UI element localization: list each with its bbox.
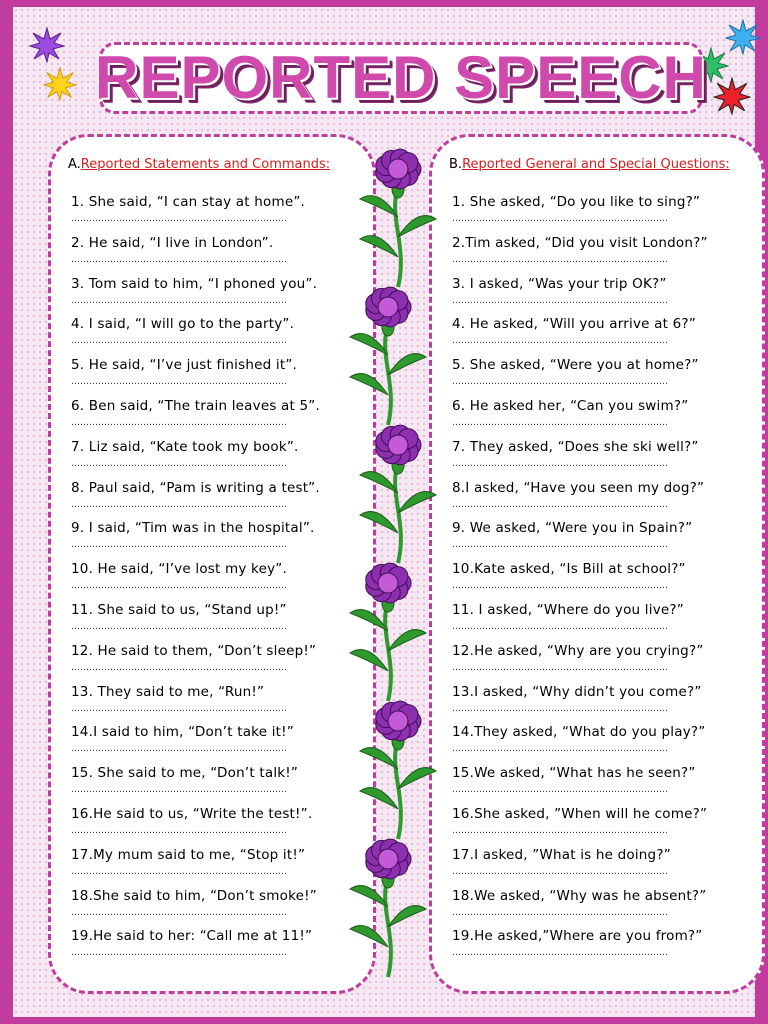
sentence-text: 4. I said, “I will go to the party”. xyxy=(71,316,295,333)
list-item xyxy=(71,805,365,846)
answer-line[interactable]: ……………………………………………………………… xyxy=(71,499,287,510)
sentence-text: 6. Ben said, “The train leaves at 5”. xyxy=(71,397,320,414)
sentence-text: 5. She asked, “Were you at home?” xyxy=(452,357,699,374)
list-item xyxy=(452,397,754,438)
answer-line[interactable]: ……………………………………………………………… xyxy=(452,458,668,469)
answer-line[interactable]: ……………………………………………………………… xyxy=(452,295,668,306)
list-item xyxy=(71,479,365,520)
answer-line[interactable]: ……………………………………………………………… xyxy=(71,703,287,714)
sentence-text: 17.I asked, ”What is he doing?” xyxy=(452,846,671,863)
sentence-text: 1. She asked, “Do you like to sing?” xyxy=(452,194,701,210)
sentence-text: 15.We asked, “What has he seen?” xyxy=(452,765,696,782)
answer-line[interactable]: ……………………………………………………………… xyxy=(452,907,668,918)
section-a-letter: A. xyxy=(68,157,81,172)
sentence-text: 19.He said to her: “Call me at 11!” xyxy=(71,928,313,945)
answer-line[interactable]: ……………………………………………………………… xyxy=(452,744,668,755)
sentence-text: 18.She said to him, “Don’t smoke!” xyxy=(71,887,317,904)
sentence-text: 12. He said to them, “Don’t sleep!” xyxy=(71,642,317,659)
answer-line[interactable]: ……………………………………………………………… xyxy=(71,662,287,673)
sentence-text: 10.Kate asked, “Is Bill at school?” xyxy=(452,561,686,578)
list-item xyxy=(452,683,754,724)
section-b-header xyxy=(449,155,754,175)
page-title: REPORTED SPEECH xyxy=(95,44,707,111)
answer-line[interactable]: ……………………………………………………………… xyxy=(71,866,287,877)
sentence-text: 2. He said, “I live in London”. xyxy=(71,234,274,251)
list-item xyxy=(71,601,365,642)
answer-line[interactable]: ……………………………………………………………… xyxy=(452,336,668,347)
answer-line[interactable]: ……………………………………………………………… xyxy=(452,866,668,877)
list-item xyxy=(452,560,754,601)
sentence-text: 13.I asked, “Why didn’t you come?” xyxy=(452,683,702,700)
sentence-text: 9. I said, “Tim was in the hospital”. xyxy=(71,520,315,537)
list-item xyxy=(71,927,365,968)
answer-line[interactable]: ……………………………………………………………… xyxy=(71,377,287,388)
answer-line[interactable]: ……………………………………………………………… xyxy=(452,214,668,224)
list-item xyxy=(71,275,365,316)
list-item xyxy=(452,805,754,846)
answer-line[interactable]: ……………………………………………………………… xyxy=(452,417,668,428)
list-item xyxy=(71,315,365,356)
answer-line[interactable]: ……………………………………………………………… xyxy=(452,254,668,265)
section-b-list xyxy=(452,193,754,968)
list-item xyxy=(71,887,365,928)
worksheet-page xyxy=(13,7,755,1017)
sentence-text: 6. He asked her, “Can you swim?” xyxy=(452,397,689,414)
carnation-flower-icon xyxy=(350,563,426,701)
sentence-text: 7. Liz said, “Kate took my book”. xyxy=(71,438,299,455)
answer-line[interactable]: ……………………………………………………………… xyxy=(71,581,287,592)
answer-line[interactable]: ……………………………………………………………… xyxy=(452,621,668,632)
section-a-list xyxy=(71,193,365,968)
answer-line[interactable]: ……………………………………………………………… xyxy=(71,621,287,632)
carnation-flower-icon xyxy=(350,287,426,425)
sentence-text: 11. She said to us, “Stand up!” xyxy=(71,601,287,618)
section-b-panel xyxy=(429,134,765,994)
section-b-label: Reported General and Special Questions: xyxy=(462,157,730,172)
section-b-letter: B. xyxy=(449,157,463,172)
sentence-text: 7. They asked, “Does she ski well?” xyxy=(452,438,699,455)
list-item xyxy=(71,723,365,764)
answer-line[interactable]: ……………………………………………………………… xyxy=(71,295,287,306)
answer-line[interactable]: ……………………………………………………………… xyxy=(452,377,668,388)
list-item xyxy=(452,601,754,642)
purple-star-icon xyxy=(29,27,65,63)
sentence-text: 14.I said to him, “Don’t take it!” xyxy=(71,724,294,741)
list-item xyxy=(452,723,754,764)
sentence-text: 4. He asked, “Will you arrive at 6?” xyxy=(452,316,696,333)
answer-line[interactable]: ……………………………………………………………… xyxy=(452,581,668,592)
list-item xyxy=(71,397,365,438)
list-item xyxy=(452,642,754,683)
list-item xyxy=(71,683,365,724)
answer-line[interactable]: ……………………………………………………………… xyxy=(71,907,287,918)
red-star-icon xyxy=(713,77,751,115)
answer-line[interactable]: ……………………………………………………………… xyxy=(71,785,287,796)
answer-line[interactable]: ……………………………………………………………… xyxy=(71,458,287,469)
list-item xyxy=(452,315,754,356)
list-item xyxy=(71,846,365,887)
answer-line[interactable]: ……………………………………………………………… xyxy=(71,540,287,551)
sentence-text: 16.He said to us, “Write the test!”. xyxy=(71,805,313,822)
list-item xyxy=(452,193,754,234)
list-item xyxy=(452,519,754,560)
answer-line[interactable]: ……………………………………………………………… xyxy=(452,825,668,836)
sentence-text: 5. He said, “I’ve just finished it”. xyxy=(71,357,298,374)
blue-star-icon xyxy=(725,19,761,55)
carnation-flower-icon xyxy=(360,701,436,839)
sentence-text: 8.I asked, “Have you seen my dog?” xyxy=(452,479,705,496)
list-item xyxy=(71,438,365,479)
section-a-label: Reported Statements and Commands: xyxy=(80,157,331,172)
answer-line[interactable]: ……………………………………………………………… xyxy=(71,825,287,836)
sentence-text: 1. She said, “I can stay at home”. xyxy=(71,194,306,210)
list-item xyxy=(452,927,754,968)
carnation-flower-icon xyxy=(360,425,436,563)
list-item xyxy=(452,275,754,316)
answer-line[interactable]: ……………………………………………………………… xyxy=(452,703,668,714)
sentence-text: 18.We asked, “Why was he absent?” xyxy=(452,887,707,904)
sentence-text: 2.Tim asked, “Did you visit London?” xyxy=(452,234,708,251)
sentence-text: 13. They said to me, “Run!” xyxy=(71,683,265,700)
section-a-header xyxy=(68,155,365,175)
yellow-star-icon xyxy=(43,67,77,101)
sentence-text: 14.They asked, “What do you play?” xyxy=(452,724,706,741)
list-item xyxy=(452,764,754,805)
answer-line[interactable]: ……………………………………………………………… xyxy=(71,417,287,428)
carnation-flower-icon xyxy=(350,839,426,977)
list-item xyxy=(452,438,754,479)
sentence-text: 11. I asked, “Where do you live?” xyxy=(452,601,684,618)
sentence-text: 3. Tom said to him, “I phoned you”. xyxy=(71,275,318,292)
list-item xyxy=(71,642,365,683)
sentence-text: 17.My mum said to me, “Stop it!” xyxy=(71,846,306,863)
answer-line[interactable]: ……………………………………………………………… xyxy=(452,785,668,796)
list-item xyxy=(71,519,365,560)
answer-line[interactable]: ……………………………………………………………… xyxy=(452,540,668,551)
list-item xyxy=(452,887,754,928)
list-item xyxy=(71,234,365,275)
list-item xyxy=(71,193,365,234)
answer-line[interactable]: ……………………………………………………………… xyxy=(452,499,668,510)
list-item xyxy=(71,356,365,397)
sentence-text: 12.He asked, “Why are you crying?” xyxy=(452,642,704,659)
list-item xyxy=(71,560,365,601)
flower-border xyxy=(343,147,443,987)
sentence-text: 16.She asked, ”When will he come?” xyxy=(452,805,708,822)
answer-line[interactable]: ……………………………………………………………… xyxy=(452,662,668,673)
sentence-text: 8. Paul said, “Pam is writing a test”. xyxy=(71,479,320,496)
carnation-flower-icon xyxy=(360,149,436,287)
list-item xyxy=(452,356,754,397)
list-item xyxy=(452,234,754,275)
answer-line[interactable]: ……………………………………………………………… xyxy=(71,336,287,347)
list-item xyxy=(71,764,365,805)
title-banner xyxy=(95,42,707,114)
sentence-text: 3. I asked, “Was your trip OK?” xyxy=(452,275,667,292)
answer-line[interactable]: ……………………………………………………………… xyxy=(71,214,287,224)
section-a-panel xyxy=(48,134,376,994)
sentence-text: 9. We asked, “Were you in Spain?” xyxy=(452,520,693,537)
sentence-text: 10. He said, “I’ve lost my key”. xyxy=(71,561,287,578)
sentence-text: 19.He asked,”Where are you from?” xyxy=(452,928,703,945)
list-item xyxy=(452,846,754,887)
list-item xyxy=(452,479,754,520)
answer-line[interactable]: ……………………………………………………………… xyxy=(71,744,287,755)
answer-line[interactable]: ……………………………………………………………… xyxy=(452,948,668,959)
sentence-text: 15. She said to me, “Don’t talk!” xyxy=(71,765,299,782)
answer-line[interactable]: ……………………………………………………………… xyxy=(71,948,287,959)
answer-line[interactable]: ……………………………………………………………… xyxy=(71,254,287,265)
